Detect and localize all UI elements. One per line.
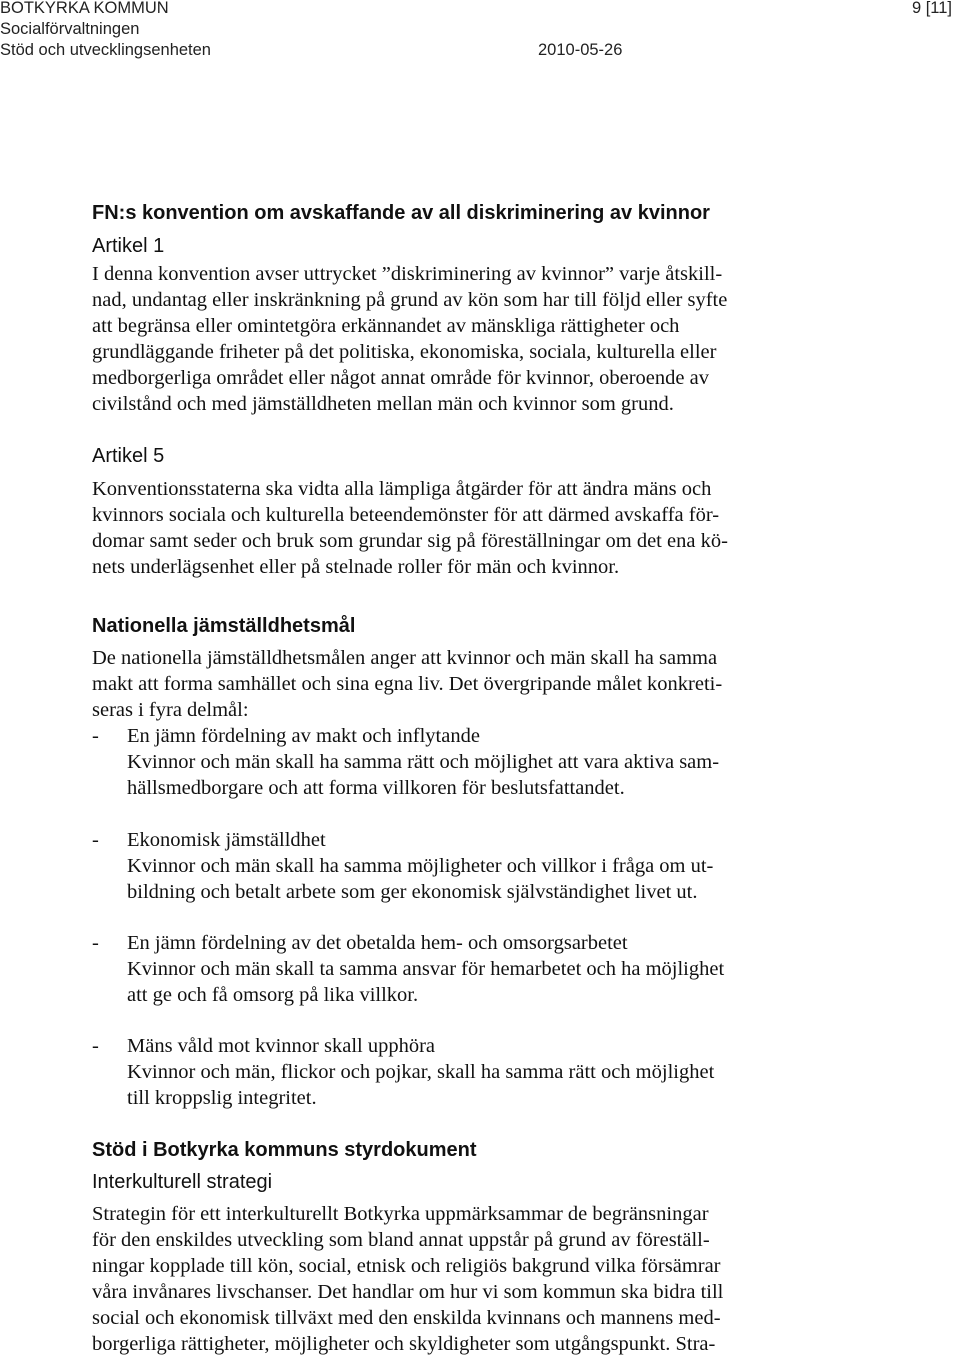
paragraph-line: civilstånd och med jämställdheten mellan män och kvinnor som grund.	[92, 393, 674, 415]
paragraph-line: makt att forma samhället och sina egna liv. Det övergripande målet konkreti-	[92, 673, 723, 695]
goal-text-line: till kroppslig integritet.	[127, 1087, 317, 1109]
unit-name: Stöd och utvecklingsenheten	[0, 41, 211, 59]
paragraph-line: att begränsa eller omintetgöra erkännandet av mänskliga rättigheter och	[92, 315, 680, 337]
paragraph-line: Konventionsstaterna ska vidta alla lämpliga åtgärder för att ändra mäns och	[92, 478, 712, 500]
paragraph-line: nets underlägsenhet eller på stelnade roller för män och kvinnor.	[92, 556, 620, 578]
department-name: Socialförvaltningen	[0, 20, 140, 38]
list-bullet-dash: -	[92, 829, 99, 851]
paragraph-line: Strategin för ett interkulturellt Botkyrka uppmärksammar de begränsningar	[92, 1203, 709, 1225]
section-heading: Stöd i Botkyrka kommuns styrdokument	[92, 1139, 477, 1161]
subsection-label: Interkulturell strategi	[92, 1171, 273, 1193]
list-bullet-dash: -	[92, 932, 99, 954]
goal-title: En jämn fördelning av makt och inflytande	[127, 725, 480, 747]
paragraph-line: borgerliga rättigheter, möjligheter och skyldigheter som utgångspunkt. Stra-	[92, 1333, 716, 1355]
article-label: Artikel 5	[92, 445, 165, 467]
section-heading: Nationella jämställdhetsmål	[92, 615, 356, 637]
goal-text-line: hällsmedborgare och att forma villkoren för beslutsfattandet.	[127, 777, 625, 799]
article-label: Artikel 1	[92, 235, 165, 257]
section-heading: FN:s konvention om avskaffande av all diskriminering av kvinnor	[92, 202, 710, 224]
paragraph-line: De nationella jämställdhetsmålen anger att kvinnor och män skall ha samma	[92, 647, 718, 669]
goal-text-line: att ge och få omsorg på lika villkor.	[127, 984, 419, 1006]
paragraph-line: nad, undantag eller inskränkning på grund av kön som har till följd eller syfte	[92, 289, 728, 311]
goal-text-line: Kvinnor och män skall ta samma ansvar för hemarbetet och ha möjlighet	[127, 958, 725, 980]
paragraph-line: medborgerliga området eller något annat område för kvinnor, oberoende av	[92, 367, 709, 389]
goal-text-line: bildning och betalt arbete som ger ekonomisk självständighet livet ut.	[127, 881, 698, 903]
goal-text-line: Kvinnor och män skall ha samma rätt och möjlighet att vara aktiva sam-	[127, 751, 720, 773]
goal-text-line: Kvinnor och män skall ha samma möjligheter och villkor i fråga om ut-	[127, 855, 714, 877]
paragraph-line: domar samt seder och bruk som grundar sig på föreställningar om det ena kö-	[92, 530, 728, 552]
goal-title: En jämn fördelning av det obetalda hem- och omsorgsarbetet	[127, 932, 628, 954]
paragraph-line: ningar kopplade till kön, social, etnisk och religiös bakgrund vilka försämrar	[92, 1255, 721, 1277]
page-number: 9 [11]	[911, 0, 952, 17]
paragraph-line: seras i fyra delmål:	[92, 699, 249, 721]
paragraph-line: I denna konvention avser uttrycket ”diskriminering av kvinnor” varje åtskill-	[92, 263, 723, 285]
goal-title: Mäns våld mot kvinnor skall upphöra	[127, 1035, 436, 1057]
paragraph-line: grundläggande friheter på det politiska, ekonomiska, sociala, kulturella eller	[92, 341, 717, 363]
list-bullet-dash: -	[92, 725, 99, 747]
list-bullet-dash: -	[92, 1035, 99, 1057]
paragraph-line: för den enskildes utveckling som bland annat uppstår på grund av föreställ-	[92, 1229, 710, 1251]
paragraph-line: social och ekonomisk tillväxt med den enskilda kvinnans och mannens med-	[92, 1307, 721, 1329]
goal-title: Ekonomisk jämställdhet	[127, 829, 326, 851]
paragraph-line: kvinnors sociala och kulturella beteendemönster för att därmed avskaffa för-	[92, 504, 720, 526]
document-date: 2010-05-26	[538, 41, 623, 59]
org-name: BOTKYRKA KOMMUN	[0, 0, 169, 17]
goal-text-line: Kvinnor och män, flickor och pojkar, skall ha samma rätt och möjlighet	[127, 1061, 715, 1083]
paragraph-line: våra invånares livschanser. Det handlar om hur vi som kommun ska bidra till	[92, 1281, 724, 1303]
